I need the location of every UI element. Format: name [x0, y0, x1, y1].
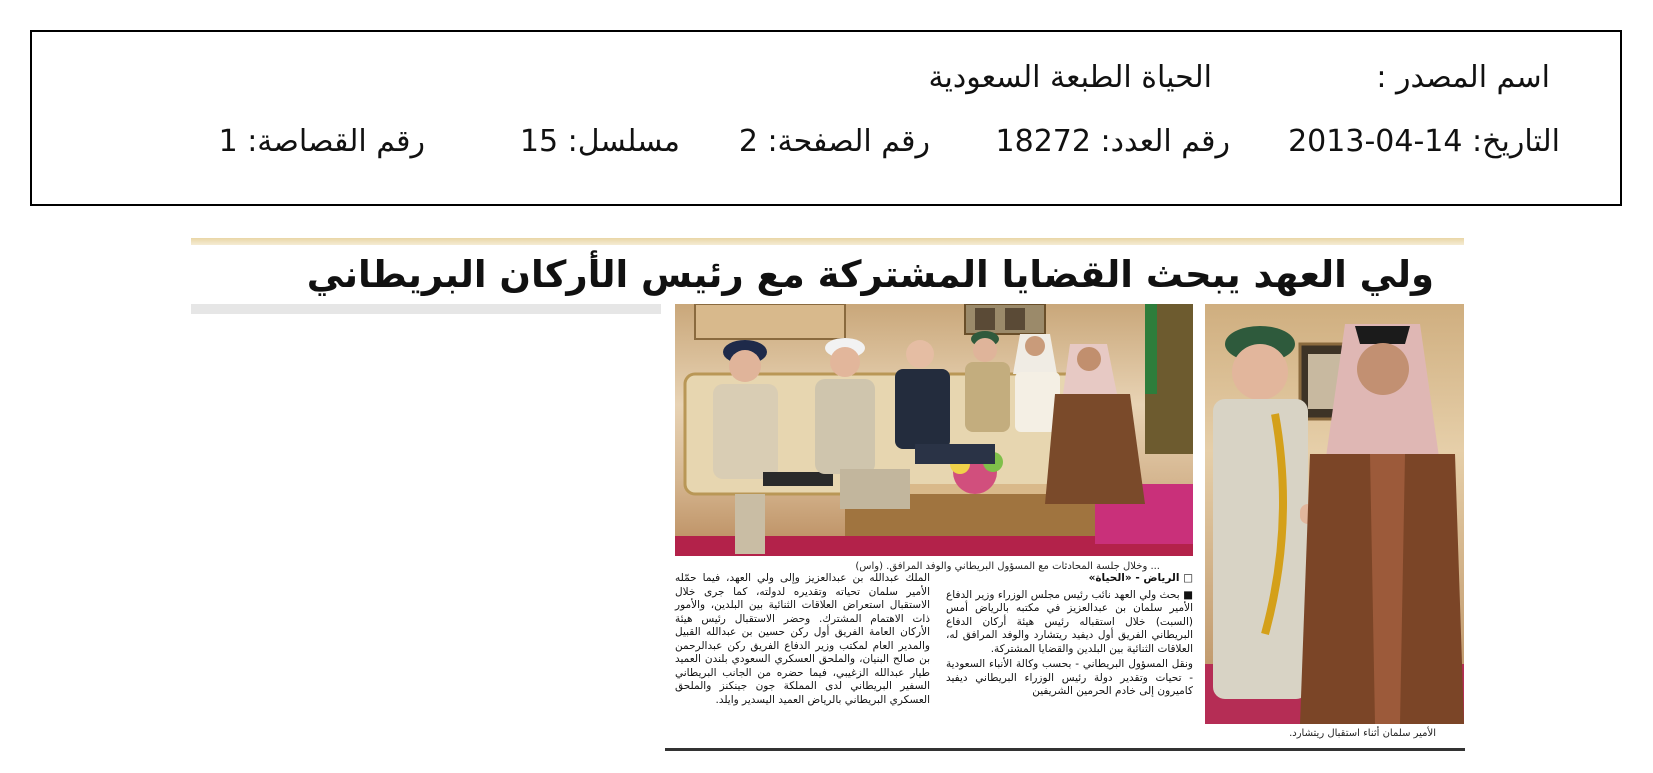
- date-field: التاريخ: 14-04-2013: [1288, 124, 1560, 159]
- article-headline: ولي العهد يبحث القضايا المشتركة مع رئيس الأركان البريطاني: [306, 253, 1434, 296]
- issue-number-field: رقم العدد: 18272: [995, 124, 1230, 159]
- clipping-gray-strip: [191, 304, 661, 314]
- serial-field: مسلسل: 15: [519, 124, 680, 159]
- article-paragraph: ■ بحث ولي العهد نائب رئيس مجلس الوزراء وزير الدفاع الأمير سلمان بن عبدالعزيز في مكتبه بالرياض أمس (السبت) خلال استقباله رئيس هيئة أركان الدفاع البريطاني الفريق أول ديفيد ريتشارد والوفد المرافق له، العلاقات الثنائية بين البلدين والقضايا المشتركة.: [946, 588, 1193, 655]
- article-column-left: [675, 572, 930, 709]
- handshake-photo-caption: الأمير سلمان أثناء استقبال ريتشارد.: [1289, 728, 1436, 739]
- meeting-photo-illustration: [675, 304, 1193, 556]
- article-column-right: [946, 572, 1193, 701]
- clipping-bottom-border: [665, 748, 1465, 751]
- source-label: اسم المصدر :: [1376, 60, 1550, 95]
- article-dateline: □ الرياض - «الحياة»: [1088, 572, 1193, 584]
- meeting-photo-caption: ... وخلال جلسة المحادثات مع المسؤول البريطاني والوفد المرافق. (واس): [855, 561, 1160, 572]
- handshake-photo: [1205, 304, 1464, 724]
- clip-number-field: رقم القصاصة: 1: [218, 124, 425, 159]
- metadata-row: [32, 122, 1620, 162]
- source-row: [32, 58, 1620, 98]
- newspaper-clipping: [191, 238, 1464, 752]
- page-number-field: رقم الصفحة: 2: [738, 124, 930, 159]
- source-value: الحياة الطبعة السعودية: [928, 60, 1212, 95]
- source-info-box: [30, 30, 1622, 206]
- meeting-photo: [675, 304, 1193, 556]
- article-paragraph: ونقل المسؤول البريطاني - بحسب وكالة الأنباء السعودية - تحيات وتقدير دولة رئيس الوزراء البريطاني ديفيد كاميرون إلى خادم الحرمين الشريفين: [946, 658, 1193, 697]
- article-paragraph: الملك عبدالله بن عبدالعزيز وإلى ولي العهد، فيما حمّله الأمير سلمان تحياته وتقديره لدولته، كما جرى خلال الاستقبال استعراض العلاقات الثنائية بين البلدين، والأمور ذات الاهتمام المشترك. وحضر الاستقبال رئيس هيئة الأركان العامة الفريق أول ركن حسين بن عبدالله القبيل والمدير العام لمكتب وزير الدفاع الفريق ركن عبدالرحمن بن صالح البنيان، والملحق العسكري السعودي بلندن العميد طيار عبدالله الزغيبي، فيما حضره من الجانب البريطاني السفير البريطاني لدى المملكة جون جينكنز والملحق العسكري البريطاني بالرياض العميد اليسدير وايلد.: [675, 572, 930, 706]
- handshake-photo-illustration: [1205, 304, 1464, 724]
- clipping-top-border: [191, 238, 1464, 245]
